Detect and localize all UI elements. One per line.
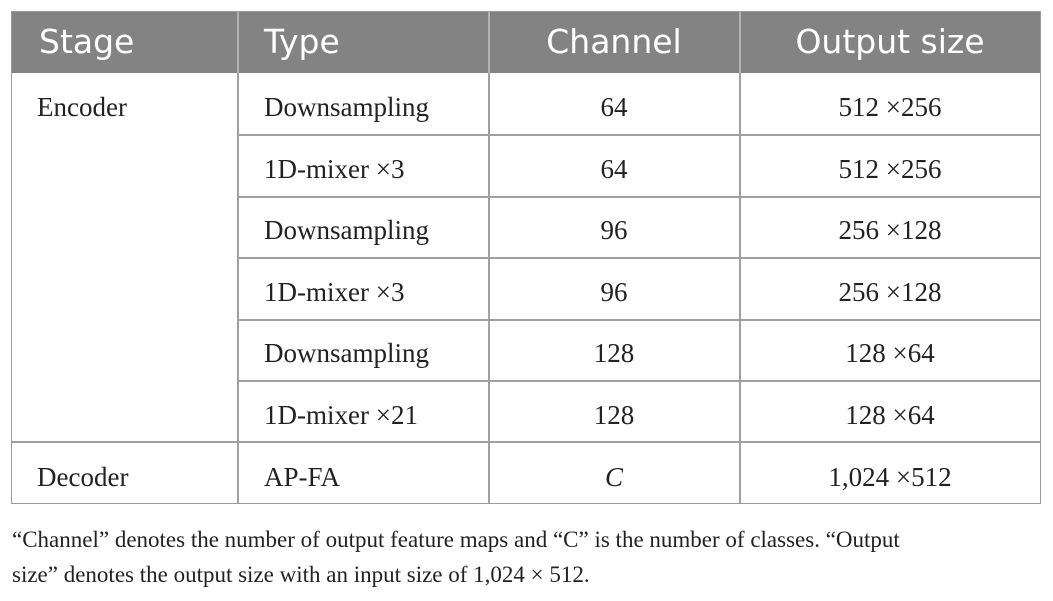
table-header: [12, 12, 1040, 73]
output-size-cell: 128 ×64: [845, 400, 935, 430]
channel-cell: 64: [600, 92, 628, 122]
output-size-cell: 1,024 ×512: [828, 462, 952, 492]
type-cell: 1D-mixer ×3: [264, 277, 405, 307]
output-size-cell: 256 ×128: [838, 215, 942, 245]
data-table: [11, 11, 1041, 504]
stage-cell-decoder: Decoder: [37, 462, 129, 492]
output-size-cell: 512 ×256: [838, 92, 942, 122]
type-cell: 1D-mixer ×3: [264, 154, 405, 184]
stage-cell-encoder: Encoder: [37, 92, 127, 122]
type-cell: Downsampling: [264, 338, 429, 368]
channel-cell: 64: [600, 154, 628, 184]
column-divider: [237, 73, 239, 503]
row-divider: [238, 196, 1040, 198]
type-cell: AP-FA: [264, 462, 341, 492]
type-cell: 1D-mixer ×21: [264, 400, 418, 430]
channel-cell: 128: [593, 338, 635, 368]
footnote-line: size” denotes the output size with an input size of 1,024 × 512.: [12, 562, 590, 587]
type-cell: Downsampling: [264, 92, 429, 122]
header-divider: [237, 12, 239, 73]
channel-cell: 96: [600, 277, 628, 307]
header-divider: [488, 12, 490, 73]
group-divider: [12, 441, 1040, 443]
output-size-cell: 256 ×128: [838, 277, 942, 307]
output-size-cell: 512 ×256: [838, 154, 942, 184]
type-cell: Downsampling: [264, 215, 429, 245]
footnote-line: “Channel” denotes the number of output feature maps and “C” is the number of classes. “Output: [12, 527, 900, 552]
column-header-type: Type: [264, 22, 340, 61]
header-divider: [739, 12, 741, 73]
table-footnote: [12, 522, 1052, 592]
row-divider: [238, 319, 1040, 321]
column-header-stage: Stage: [39, 22, 135, 61]
column-header-channel: Channel: [546, 22, 682, 61]
column-header-output-size: Output size: [795, 22, 985, 61]
row-divider: [238, 134, 1040, 136]
row-divider: [238, 380, 1040, 382]
channel-cell: C: [604, 462, 623, 492]
output-size-cell: 128 ×64: [845, 338, 935, 368]
row-divider: [238, 257, 1040, 259]
channel-cell: 128: [593, 400, 635, 430]
channel-cell: 96: [600, 215, 628, 245]
